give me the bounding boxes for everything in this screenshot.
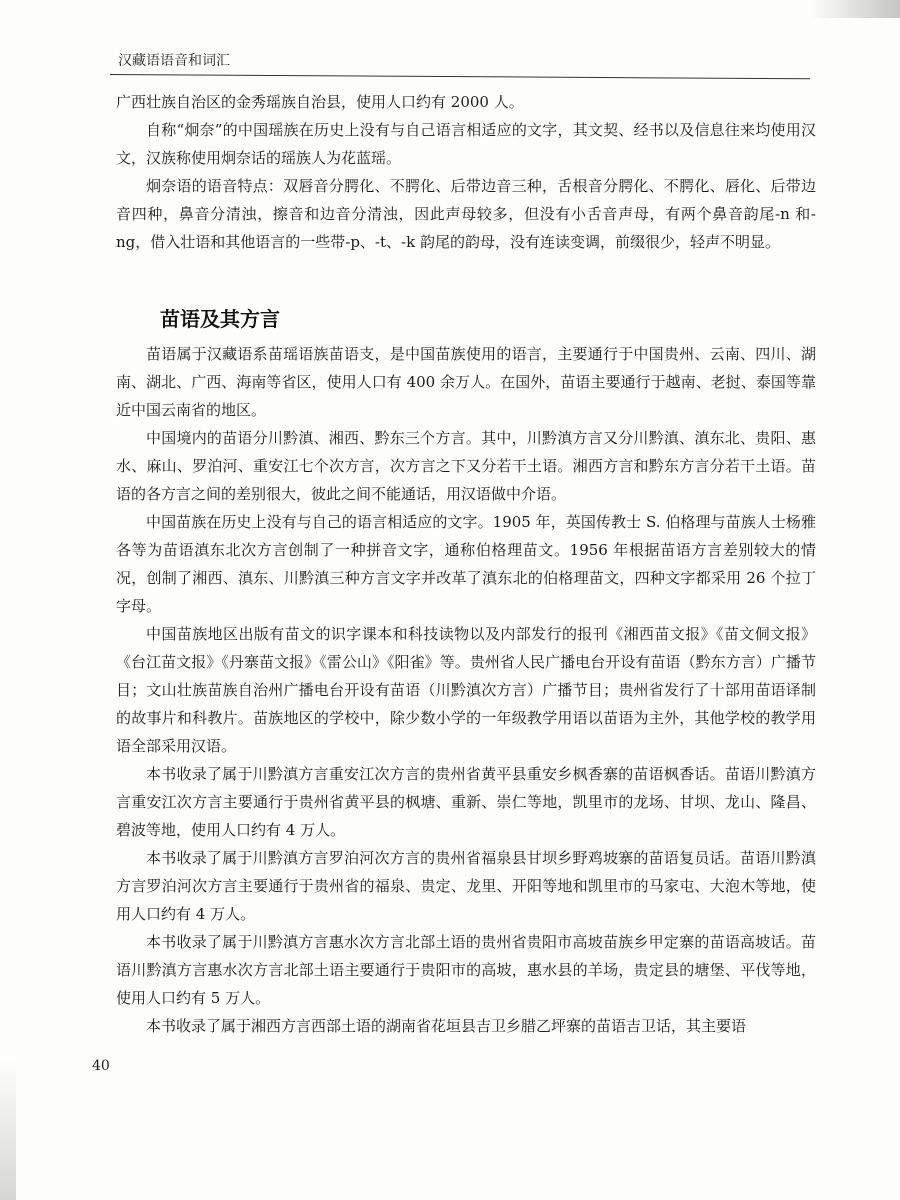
paragraph: 自称“炯奈”的中国瑶族在历史上没有与自己语言相适应的文字，其文契、经书以及信息往来均使用汉文，汉族称使用炯奈话的瑶族人为花蓝瑶。 bbox=[116, 121, 816, 167]
paragraph: 中国苗族地区出版有苗文的识字课本和科技读物以及内部发行的报刊《湘西苗文报》《苗文侗文报》《台江苗文报》《丹寨苗文报》《雷公山》《阳雀》等。贵州省人民广播电台开设有苗语（黔东方言）广播节目；文山壮族苗族自治州广播电台开设有苗语（川黔滇次方言）广播节目；贵州省发行了十部用苗语译制的故事片和科教片。苗族地区的学校中，除少数小学的一年级教学用语以苗语为主外，其他学校的教学用语全部采用汉语。 bbox=[116, 625, 816, 755]
section-heading: 苗语及其方言 bbox=[160, 307, 280, 331]
scan-spine-shadow bbox=[0, 1060, 16, 1200]
header-rule bbox=[110, 74, 810, 79]
paragraph: 本书收录了属于川黔滇方言重安江次方言的贵州省黄平县重安乡枫香寨的苗语枫香话。苗语川黔滇方言重安江次方言主要通行于贵州省黄平县的枫塘、重新、崇仁等地，凯里市的龙场、甘坝、龙山、隆昌、碧波等地，使用人口约有 4 万人。 bbox=[116, 765, 816, 839]
paragraph: 中国苗族在历史上没有与自己的语言相适应的文字。1905 年，英国传教士 S. 伯格理与苗族人士杨雅各等为苗语滇东北次方言创制了一种拼音文字，通称伯格理苗文。1956 年根据苗语方言差别较大的情况，创制了湘西、滇东、川黔滇三种方言文字并改革了滇东北的伯格理苗文，四种文字都采用 26 个拉丁字母。 bbox=[116, 513, 816, 615]
page-number: 40 bbox=[92, 1058, 110, 1074]
paragraph: 本书收录了属于川黔滇方言罗泊河次方言的贵州省福泉县甘坝乡野鸡坡寨的苗语复员话。苗语川黔滇方言罗泊河次方言主要通行于贵州省的福泉、贵定、龙里、开阳等地和凯里市的马家屯、大泡木等地，使用人口约有 4 万人。 bbox=[116, 849, 816, 923]
paragraph: 本书收录了属于川黔滇方言惠水次方言北部土语的贵州省贵阳市高坡苗族乡甲定寨的苗语高坡话。苗语川黔滇方言惠水次方言北部土语主要通行于贵阳市的高坡，惠水县的羊场，贵定县的塘堡、平伐等地，使用人口约有 5 万人。 bbox=[116, 933, 816, 1007]
paragraph: 炯奈语的语音特点：双唇音分腭化、不腭化、后带边音三种，舌根音分腭化、不腭化、唇化、后带边音四种，鼻音分清浊，擦音和边音分清浊，因此声母较多，但没有小舌音声母，有两个鼻音韵尾-n 和-ng，借入壮语和其他语言的一些带-p、-t、-k 韵尾的韵母，没有连读变调，前缀很少，轻声不明显。 bbox=[116, 177, 816, 251]
paragraph: 广西壮族自治区的金秀瑶族自治县，使用人口约有 2000 人。 bbox=[116, 93, 524, 111]
scan-corner-shadow bbox=[810, 0, 900, 18]
top-text-block bbox=[116, 88, 816, 256]
main-text-block bbox=[116, 340, 816, 1040]
paragraph: 苗语属于汉藏语系苗瑶语族苗语支，是中国苗族使用的语言，主要通行于中国贵州、云南、四川、湖南、湖北、广西、海南等省区，使用人口有 400 余万人。在国外，苗语主要通行于越南、老挝、泰国等靠近中国云南省的地区。 bbox=[116, 345, 816, 419]
paragraph: 本书收录了属于湘西方言西部土语的湖南省花垣县吉卫乡腊乙坪寨的苗语吉卫话，其主要语 bbox=[146, 1017, 747, 1035]
paragraph: 中国境内的苗语分川黔滇、湘西、黔东三个方言。其中，川黔滇方言又分川黔滇、滇东北、贵阳、惠水、麻山、罗泊河、重安江七个次方言，次方言之下又分若干土语。湘西方言和黔东方言分若干土语。苗语的各方言之间的差别很大，彼此之间不能通话，用汉语做中介语。 bbox=[116, 429, 816, 503]
running-head: 汉藏语语音和词汇 bbox=[118, 53, 230, 69]
